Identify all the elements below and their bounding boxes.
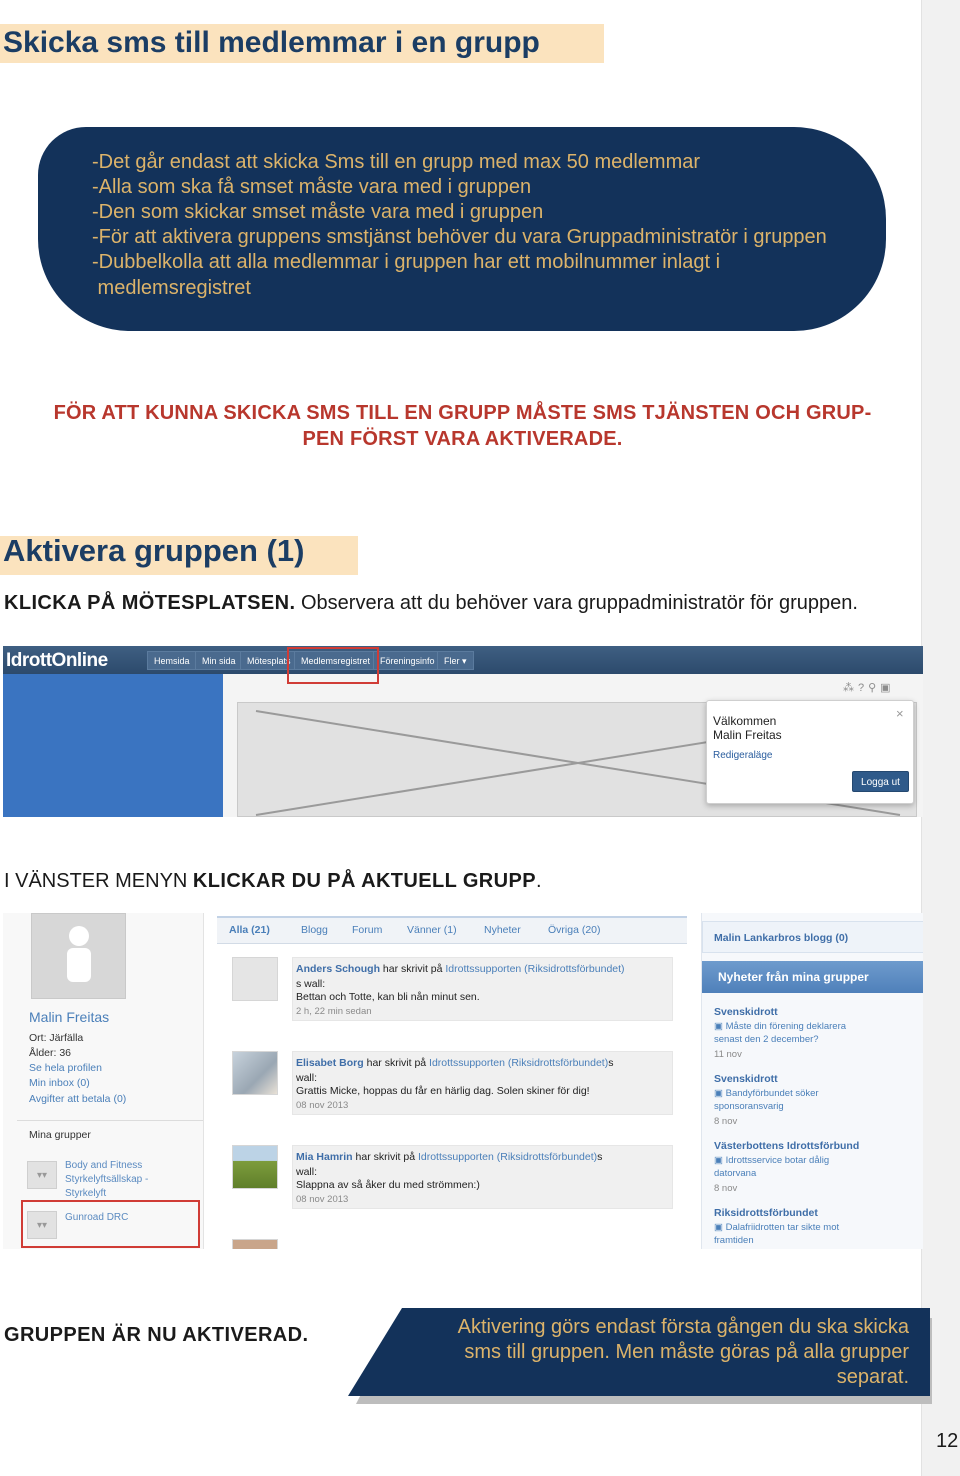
post-header [296, 1057, 613, 1069]
group-body-fitness[interactable]: Body and Fitness Styrkelyftsällskap - Styrkelyft [65, 1160, 149, 1199]
post-verb: har skrivit på [352, 1151, 418, 1163]
post-avatar [232, 1239, 278, 1249]
step-2-instruction [4, 870, 542, 893]
welcome-popup [706, 700, 914, 804]
profile-ort: Ort: Järfälla [29, 1032, 84, 1044]
post-group[interactable]: Idrottssupporten (Riksidrottsförbundet) [417, 1151, 598, 1163]
post-wall: s wall: [296, 978, 326, 990]
post-group[interactable]: Idrottssupporten (Riksidrottsförbundet) [445, 963, 625, 975]
news-text: Måste din förening deklarera senast den 2 december? [714, 1021, 847, 1045]
right-column [701, 913, 923, 1249]
blog-link[interactable]: Malin Lankarbros blogg (0) [714, 932, 849, 944]
group-icon: ▾▾ [27, 1161, 57, 1189]
post-text: Bettan och Totte, kan bli nån minut sen. [296, 991, 480, 1003]
profile-alder: Ålder: 36 [29, 1047, 72, 1059]
news-text: Idrottsservice botar dålig datorvana [714, 1155, 830, 1179]
nav-foreningsinfo[interactable]: Föreningsinfo [373, 651, 442, 670]
page-number: 12 [936, 1430, 959, 1452]
edit-mode-link[interactable]: Redigeraläge [713, 750, 773, 761]
post-avatar [232, 1145, 278, 1189]
logout-button[interactable]: Logga ut [852, 771, 909, 792]
highlight-box [21, 1200, 200, 1248]
warning-line: FÖR ATT KUNNA SKICKA SMS TILL EN GRUPP MÅSTE SMS TJÄNSTEN OCH GRUP- [53, 402, 872, 424]
tab-ovriga[interactable]: Övriga (20) [548, 924, 601, 936]
nav-fler[interactable]: Fler ▾ [437, 651, 474, 670]
news-date: 8 nov [714, 1183, 738, 1194]
post-wall: wall: [296, 1166, 318, 1178]
news-date: 11 nov [714, 1049, 742, 1060]
info-line: -För att aktivera gruppens smstjänst behöver du vara Gruppadministratör i gruppen [92, 226, 827, 248]
news-org[interactable]: Svenskidrott [714, 1073, 778, 1085]
document-icon: ▣ [714, 1088, 726, 1099]
highlight-box [287, 647, 379, 684]
step-2-tail: . [535, 870, 542, 892]
tab-forum[interactable]: Forum [352, 924, 383, 936]
step-2-bold: KLICKAR DU PÅ AKTUELL GRUPP [192, 870, 536, 892]
post-header [296, 963, 625, 975]
post-author[interactable]: Anders Schough [296, 963, 381, 975]
nav-min-sida[interactable]: Min sida [195, 651, 243, 670]
toolbar-icons[interactable]: ⁂?⚲▣ [843, 682, 895, 694]
close-icon[interactable]: × [896, 706, 904, 721]
user-silhouette-icon [32, 914, 127, 1000]
page-margin-strip [921, 0, 960, 1476]
link-profile[interactable]: Se hela profilen [29, 1062, 102, 1074]
info-line: -Alla som ska få smset måste vara med i gruppen [92, 176, 532, 198]
callout-line: sms till gruppen. Men måste göras på alla grupper [464, 1341, 909, 1363]
news-org[interactable]: Västerbottens Idrottsförbund [714, 1140, 860, 1152]
tab-nyheter[interactable]: Nyheter [484, 924, 521, 936]
divider [17, 1120, 203, 1121]
post-avatar [232, 957, 278, 1001]
news-date: 8 nov [714, 1116, 738, 1127]
post-author[interactable]: Elisabet Borg [296, 1057, 364, 1069]
info-line: -Det går endast att skicka Sms till en grupp med max 50 medlemmar [92, 151, 701, 173]
tab-alla[interactable]: Alla (21) [229, 924, 270, 936]
tab-vanner[interactable]: Vänner (1) [407, 924, 457, 936]
news-item[interactable] [714, 1087, 854, 1113]
step-2-plain: I VÄNSTER MENYN [4, 870, 193, 892]
news-item[interactable] [714, 1020, 874, 1046]
post-header [296, 1151, 602, 1163]
info-line: -Den som skickar smset måste vara med i gruppen [92, 201, 544, 223]
post-time: 08 nov 2013 [296, 1194, 349, 1205]
callout-line: separat. [836, 1366, 909, 1388]
nav-hemsida[interactable]: Hemsida [147, 651, 197, 670]
post-time: 2 h, 22 min sedan [296, 1006, 372, 1017]
page-title: Skicka sms till medlemmar i en grupp [3, 26, 540, 59]
post-avatar [232, 1051, 278, 1095]
post-suffix: s [608, 1057, 614, 1069]
news-org[interactable]: Svenskidrott [714, 1006, 778, 1018]
nav-motesplats[interactable]: Mötesplats [240, 651, 298, 670]
news-header-title: Nyheter från mina grupper [718, 970, 869, 984]
screenshot-motesplats [3, 913, 923, 1249]
avatar [31, 913, 126, 999]
welcome-label: Välkommen [713, 714, 777, 728]
group-activated-text: GRUPPEN ÄR NU AKTIVERAD. [4, 1324, 309, 1346]
user-name: Malin Freitas [713, 728, 782, 742]
step-1-rest: Observera att du behöver vara gruppadministratör för gruppen. [295, 592, 858, 614]
news-text: Dalafriidrotten tar sikte mot framtiden [714, 1222, 840, 1246]
idrottonline-logo: IdrottOnline [6, 650, 108, 671]
post-wall: wall: [296, 1072, 318, 1084]
document-icon: ▣ [714, 1222, 726, 1233]
tab-blogg[interactable]: Blogg [301, 924, 328, 936]
warning-line: PEN FÖRST VARA AKTIVERADE. [302, 428, 623, 450]
post-verb: har skrivit på [363, 1057, 430, 1069]
link-inbox[interactable]: Min inbox (0) [29, 1077, 90, 1089]
news-item[interactable] [714, 1221, 874, 1247]
groups-label: Mina grupper [29, 1129, 91, 1141]
post-text: Grattis Micke, hoppas du får en härlig dag. Solen skiner för dig! [296, 1085, 590, 1097]
section-title: Aktivera gruppen (1) [3, 533, 305, 568]
step-1-instruction [4, 592, 858, 615]
info-line: medlemsregistret [92, 277, 251, 299]
profile-name[interactable]: Malin Freitas [29, 1009, 110, 1025]
post-time: 08 nov 2013 [296, 1100, 349, 1111]
news-text: Bandyförbundet söker sponsoransvarig [714, 1088, 819, 1112]
document-icon: ▣ [714, 1021, 726, 1032]
blue-side-panel [3, 674, 223, 817]
document-icon: ▣ [714, 1155, 726, 1166]
callout-line: Aktivering görs endast första gången du ska skicka [457, 1316, 909, 1338]
group-icon: ▾▾ [27, 1211, 57, 1239]
post-verb: har skrivit på [380, 963, 446, 975]
screenshot-idrottonline-nav [3, 646, 923, 817]
post-group[interactable]: Idrottssupporten (Riksidrottsförbundet) [429, 1057, 609, 1069]
news-org[interactable]: Riksidrottsförbundet [714, 1207, 818, 1219]
warning-text [10, 400, 915, 452]
post-suffix: s [597, 1151, 603, 1163]
group-gunroad-drc[interactable]: Gunroad DRC [65, 1212, 129, 1223]
info-line: -Dubbelkolla att alla medlemmar i gruppen har ett mobilnummer inlagt i [92, 251, 721, 273]
link-fees[interactable]: Avgifter att betala (0) [29, 1093, 127, 1105]
post-author[interactable]: Mia Hamrin [296, 1151, 353, 1163]
nav-medlemsregistret[interactable]: Medlemsregistret [294, 651, 377, 670]
step-1-bold: KLICKA PÅ MÖTESPLATSEN. [4, 592, 296, 614]
callout-text [420, 1315, 909, 1390]
post-text: Slappna av så åker du med strömmen:) [296, 1179, 480, 1191]
news-item[interactable] [714, 1154, 864, 1180]
